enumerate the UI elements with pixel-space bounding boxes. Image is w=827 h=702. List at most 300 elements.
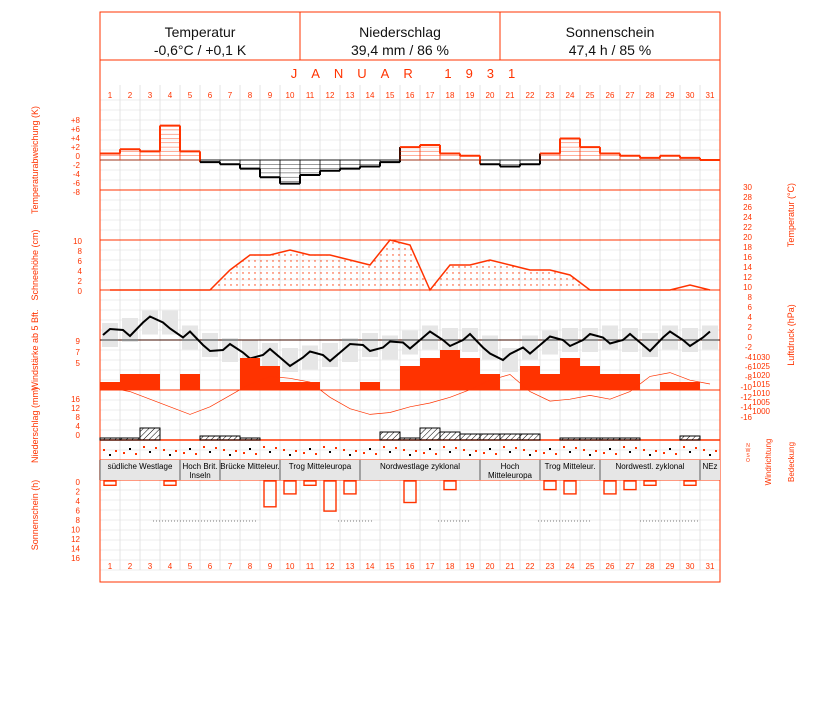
- temp-c-tick: 14: [743, 263, 752, 272]
- precip-bar: [600, 438, 620, 440]
- header-temperature-value: -0,6°C / +0,1 K: [153, 42, 247, 58]
- month-title: JANUAR 1931: [290, 66, 530, 81]
- sun-axis-label: Sonnenschein (h): [30, 479, 40, 551]
- day-label-top: 17: [425, 91, 435, 100]
- wind-direction-dot: [295, 450, 297, 452]
- temp-c-tick: 30: [743, 183, 752, 192]
- precip-bar: [100, 438, 120, 440]
- sun-tick: 4: [75, 497, 80, 506]
- sun-tick: 8: [75, 516, 80, 525]
- wind-direction-dot: [589, 454, 591, 456]
- wind-bar: [480, 374, 500, 390]
- wind-bar: [400, 366, 420, 390]
- wind-direction-dot: [129, 448, 131, 450]
- sun-tick: 0: [75, 478, 80, 487]
- temp-c-tick: -16: [740, 413, 752, 422]
- wind-direction-dot: [189, 448, 191, 450]
- wind-direction-dot: [183, 452, 185, 454]
- day-label-bottom: 4: [167, 562, 173, 571]
- temp-c-tick: 0: [747, 333, 752, 342]
- precip-bar: [520, 434, 540, 440]
- wind-bar: [620, 374, 640, 390]
- day-label-top: 8: [247, 91, 253, 100]
- day-label-bottom: 21: [505, 562, 515, 571]
- day-label-top: 23: [545, 91, 555, 100]
- wind-direction-dot: [703, 449, 705, 451]
- pressure-tick: 1020: [752, 371, 770, 380]
- sunshine-bar: [544, 481, 556, 490]
- wind-direction-dot: [515, 447, 517, 449]
- wind-direction-dot: [663, 452, 665, 454]
- sunshine-bar: [324, 481, 336, 511]
- sun-tick: 2: [75, 487, 80, 497]
- precip-bar: [420, 428, 440, 440]
- temp-c-tick: 18: [743, 243, 752, 252]
- wind-direction-dot: [629, 451, 631, 453]
- day-label-bottom: 3: [147, 562, 153, 571]
- day-label-bottom: 20: [485, 562, 495, 571]
- temp-c-tick: 24: [743, 213, 752, 222]
- day-label-top: 28: [645, 91, 655, 100]
- precip-tick: 16: [71, 395, 80, 404]
- wind-direction-dot: [563, 446, 565, 448]
- temp-dev-tick: +2: [70, 143, 80, 152]
- wind-direction-dot: [289, 454, 291, 456]
- temp-c-tick: -2: [744, 343, 752, 352]
- precip-bar: [200, 436, 220, 440]
- wind-direction-dot: [315, 453, 317, 455]
- wind-direction-dot: [489, 448, 491, 450]
- sunshine-bar: [444, 481, 456, 490]
- day-label-top: 26: [605, 91, 615, 100]
- temp-dev-tick: -4: [72, 170, 80, 179]
- cloud-axis-label: Bedeckung: [787, 441, 796, 483]
- day-label-bottom: 16: [405, 562, 415, 571]
- day-label-top: 6: [207, 91, 213, 100]
- day-label-bottom: 23: [545, 562, 555, 571]
- temp-dev-tick: -6: [72, 179, 80, 188]
- day-label-bottom: 1: [107, 562, 113, 571]
- wind-direction-dot: [503, 446, 505, 448]
- precip-tick: 0: [75, 431, 80, 440]
- day-label-bottom: 8: [247, 562, 253, 571]
- temp-c-tick: 26: [743, 203, 752, 212]
- pressure-tick: 1025: [752, 362, 770, 371]
- wind-direction-dot: [249, 448, 251, 450]
- wind-direction-dot: [383, 446, 385, 448]
- wind-direction-dot: [109, 454, 111, 456]
- wind-direction-dot: [269, 451, 271, 453]
- day-label-top: 11: [305, 91, 315, 100]
- wind-direction-dot: [143, 446, 145, 448]
- wind-direction-dot: [609, 448, 611, 450]
- weather-type-label: Trog Mitteleur.: [544, 462, 596, 471]
- day-label-bottom: 22: [525, 562, 535, 571]
- sunshine-bar: [344, 481, 356, 494]
- precip-bar: [680, 436, 700, 440]
- wind-bar: [280, 382, 300, 390]
- wind-direction-dot: [209, 451, 211, 453]
- weather-type-label: Hoch Mitteleuropa: [487, 462, 533, 480]
- day-label-top: 4: [167, 91, 173, 100]
- weather-type-label: Hoch Brit. Inseln: [182, 462, 218, 480]
- wind-direction-dot: [443, 446, 445, 448]
- day-label-bottom: 2: [127, 562, 133, 571]
- sun-tick: 10: [71, 525, 80, 535]
- weather-type-label: Nordwestlage zyklonal: [379, 462, 461, 471]
- weather-type-label: NEz: [702, 462, 718, 471]
- day-label-bottom: 19: [465, 562, 475, 571]
- day-label-bottom: 25: [585, 562, 595, 571]
- pressure-tick: 1000: [752, 407, 770, 416]
- wind-direction-dot: [123, 452, 125, 454]
- wind-direction-dot: [655, 450, 657, 452]
- temp-c-tick: 4: [747, 313, 752, 322]
- day-label-top: 25: [585, 91, 595, 100]
- temp-dev-tick: -2: [72, 161, 80, 170]
- wind-direction-dot: [649, 454, 651, 456]
- wind-direction-dot: [615, 453, 617, 455]
- day-label-top: 14: [365, 91, 375, 100]
- sunshine-bar: [264, 481, 276, 507]
- temp-c-tick: -4: [744, 353, 752, 362]
- sun-tick: 12: [71, 535, 80, 544]
- pressure-tick: 1030: [752, 353, 770, 362]
- day-label-bottom: 9: [267, 562, 273, 571]
- day-label-bottom: 15: [385, 562, 395, 571]
- wind-direction-dot: [715, 450, 717, 452]
- precip-tick: 8: [75, 413, 80, 422]
- wind-direction-dot: [635, 447, 637, 449]
- day-label-top: 3: [147, 91, 153, 100]
- temp-dev-tick: 0: [75, 152, 80, 161]
- wind-dir-tick: O: [746, 458, 750, 464]
- wind-tick: 5: [75, 359, 80, 368]
- header-precipitation-value: 39,4 mm / 86 %: [350, 42, 450, 58]
- wind-direction-dot: [475, 450, 477, 452]
- temp-c-axis-label: Temperatur (°C): [786, 182, 796, 248]
- wind-bar: [420, 358, 440, 390]
- wind-direction-dot: [149, 451, 151, 453]
- header-precipitation: [300, 12, 500, 60]
- day-label-top: 30: [685, 91, 695, 100]
- precip-axis-label: Niederschlag (mm): [30, 386, 40, 464]
- wind-direction-dot: [569, 451, 571, 453]
- sun-tick: 14: [71, 544, 80, 554]
- wind-direction-dot: [429, 448, 431, 450]
- day-label-top: 21: [505, 91, 515, 100]
- wind-dir-tick: W: [745, 448, 751, 454]
- wind-direction-dot: [155, 447, 157, 449]
- day-label-top: 29: [665, 91, 675, 100]
- snow-tick: 0: [77, 287, 82, 296]
- temp-dev-bar: [320, 160, 340, 171]
- precip-bar: [460, 434, 480, 440]
- temp-dev-tick: -8: [72, 188, 80, 197]
- wind-direction-dot: [323, 446, 325, 448]
- day-label-top: 9: [267, 91, 273, 100]
- wind-dir-axis-label: Windrichtung: [764, 438, 773, 486]
- wind-bar: [460, 358, 480, 390]
- day-label-bottom: 14: [365, 562, 375, 571]
- snow-tick: 4: [77, 267, 82, 276]
- wind-direction-dot: [455, 447, 457, 449]
- wind-direction-dot: [463, 449, 465, 451]
- day-label-top: 5: [187, 91, 193, 100]
- wind-direction-dot: [103, 449, 105, 451]
- wind-direction-dot: [363, 452, 365, 454]
- temp-c-tick: 28: [743, 193, 752, 202]
- pressure-tick: 1010: [752, 389, 770, 398]
- day-label-bottom: 27: [625, 562, 635, 571]
- precip-bar: [500, 434, 520, 440]
- wind-direction-dot: [169, 454, 171, 456]
- temp-c-tick: -6: [744, 363, 752, 372]
- weather-type-label: Trog Mitteleuropa: [288, 462, 352, 471]
- wind-bar: [300, 382, 320, 390]
- wind-direction-dot: [283, 449, 285, 451]
- temp-dev-bar: [560, 139, 580, 161]
- wind-direction-dot: [415, 450, 417, 452]
- day-label-top: 18: [445, 91, 455, 100]
- snow-axis-label: Schneehöhe (cm): [30, 229, 40, 301]
- day-label-top: 22: [525, 91, 535, 100]
- snow-tick: 6: [77, 257, 82, 266]
- day-label-bottom: 6: [207, 562, 213, 571]
- wind-bar: [660, 382, 680, 390]
- day-label-bottom: 17: [425, 562, 435, 571]
- wind-tick: 9: [75, 337, 80, 346]
- day-label-top: 20: [485, 91, 495, 100]
- wind-direction-dot: [375, 453, 377, 455]
- wind-direction-dot: [435, 453, 437, 455]
- wind-direction-dot: [175, 450, 177, 452]
- day-label-top: 19: [465, 91, 475, 100]
- pressure-tick: 1005: [752, 398, 770, 407]
- precip-bar: [580, 438, 600, 440]
- wind-bar: [520, 366, 540, 390]
- wind-direction-dot: [549, 448, 551, 450]
- precip-bar: [440, 432, 460, 440]
- precip-bar: [620, 438, 640, 440]
- precip-bar: [560, 438, 580, 440]
- wind-direction-dot: [303, 452, 305, 454]
- wind-bar: [240, 358, 260, 390]
- temp-dev-tick: +8: [70, 116, 80, 125]
- snow-tick: 8: [77, 247, 82, 256]
- wind-bar: [180, 374, 200, 390]
- day-label-bottom: 26: [605, 562, 615, 571]
- day-label-top: 16: [405, 91, 415, 100]
- temp-c-tick: 12: [743, 273, 752, 282]
- wind-bar: [600, 374, 620, 390]
- wind-bar: [120, 374, 140, 390]
- wind-bar: [560, 358, 580, 390]
- wind-direction-dot: [263, 446, 265, 448]
- wind-direction-dot: [203, 446, 205, 448]
- wind-direction-dot: [195, 453, 197, 455]
- precip-bar: [240, 438, 260, 440]
- wind-bar: [440, 350, 460, 390]
- day-label-top: 2: [127, 91, 133, 100]
- wind-tick: 7: [75, 348, 80, 357]
- temp-dev-bar: [120, 149, 140, 160]
- temp-c-tick: 6: [747, 303, 752, 312]
- pressure-tick: 1015: [752, 380, 770, 389]
- wind-direction-dot: [483, 452, 485, 454]
- header-sunshine-value: 47,4 h / 85 %: [568, 42, 652, 58]
- temp-dev-bar: [400, 147, 420, 160]
- wind-direction-dot: [343, 449, 345, 451]
- precip-bar: [140, 428, 160, 440]
- header-sunshine-title: Sonnenschein: [565, 24, 655, 40]
- day-label-top: 1: [107, 91, 113, 100]
- day-label-top: 15: [385, 91, 395, 100]
- wind-direction-dot: [215, 447, 217, 449]
- day-label-bottom: 7: [227, 562, 233, 571]
- wind-direction-dot: [575, 447, 577, 449]
- day-label-bottom: 13: [345, 562, 355, 571]
- wind-direction-dot: [555, 453, 557, 455]
- day-label-top: 13: [345, 91, 355, 100]
- temp-c-tick: 22: [743, 223, 752, 232]
- wind-direction-dot: [469, 454, 471, 456]
- header-temperature: [100, 12, 300, 60]
- wind-bar: [140, 374, 160, 390]
- wind-direction-dot: [309, 448, 311, 450]
- weather-type-label: südliche Westlage: [107, 462, 173, 471]
- wind-direction-dot: [423, 452, 425, 454]
- wind-direction-dot: [255, 453, 257, 455]
- snow-tick: 10: [73, 237, 82, 246]
- snow-tick: 2: [77, 277, 82, 286]
- day-label-bottom: 11: [305, 562, 315, 571]
- wind-direction-dot: [135, 453, 137, 455]
- temp-c-tick: -14: [740, 403, 752, 412]
- wind-axis-label: Windstärke ab 5 Bft.: [30, 309, 40, 391]
- temp-dev-bar: [580, 147, 600, 160]
- wind-dir-tick: N: [746, 443, 750, 449]
- precip-bar: [220, 436, 240, 440]
- wind-direction-dot: [509, 451, 511, 453]
- wind-direction-dot: [529, 454, 531, 456]
- wind-direction-dot: [603, 452, 605, 454]
- day-label-top: 27: [625, 91, 635, 100]
- temp-dev-tick: +6: [70, 125, 80, 134]
- precip-bar: [380, 432, 400, 440]
- day-label-bottom: 24: [565, 562, 575, 571]
- wind-direction-dot: [275, 447, 277, 449]
- wind-bar: [540, 374, 560, 390]
- sunshine-bar: [604, 481, 616, 494]
- precip-bar: [400, 438, 420, 440]
- wind-direction-dot: [229, 454, 231, 456]
- wind-direction-dot: [543, 452, 545, 454]
- wind-direction-dot: [403, 449, 405, 451]
- wind-direction-dot: [643, 449, 645, 451]
- sunshine-bar: [564, 481, 576, 494]
- sunshine-bar: [624, 481, 636, 490]
- day-label-top: 7: [227, 91, 233, 100]
- precip-tick: 4: [75, 422, 80, 431]
- wind-direction-dot: [583, 449, 585, 451]
- wind-bar: [580, 366, 600, 390]
- weather-type-label: Nordwestl. zyklonal: [615, 462, 685, 471]
- temp-c-tick: -10: [740, 383, 752, 392]
- wind-direction-dot: [675, 453, 677, 455]
- day-label-bottom: 5: [187, 562, 193, 571]
- wind-direction-dot: [689, 451, 691, 453]
- wind-bar: [360, 382, 380, 390]
- wind-direction-dot: [355, 450, 357, 452]
- day-label-top: 31: [705, 91, 715, 100]
- wind-direction-dot: [369, 448, 371, 450]
- sun-tick: 16: [71, 554, 80, 563]
- day-label-bottom: 28: [645, 562, 655, 571]
- sunshine-bar: [404, 481, 416, 503]
- wind-direction-dot: [349, 454, 351, 456]
- temp-c-tick: 2: [747, 323, 752, 332]
- pressure-axis-label: Luftdruck (hPa): [786, 304, 796, 366]
- wind-direction-dot: [115, 450, 117, 452]
- sunshine-bar: [284, 481, 296, 494]
- header-temperature-title: Temperatur: [164, 24, 236, 40]
- wind-bar: [260, 366, 280, 390]
- precip-bar: [480, 434, 500, 440]
- temp-dev-axis-label: Temperaturabweichung (K): [30, 105, 40, 215]
- header-precipitation-title: Niederschlag: [359, 24, 441, 40]
- wind-direction-dot: [495, 453, 497, 455]
- wind-direction-dot: [329, 451, 331, 453]
- day-label-top: 10: [285, 91, 295, 100]
- temp-c-tick: -12: [740, 393, 752, 402]
- wind-direction-dot: [695, 447, 697, 449]
- wind-direction-dot: [335, 447, 337, 449]
- wind-direction-dot: [409, 454, 411, 456]
- day-label-bottom: 29: [665, 562, 675, 571]
- temp-c-tick: -8: [744, 373, 752, 382]
- wind-direction-dot: [235, 450, 237, 452]
- wind-direction-dot: [243, 452, 245, 454]
- wind-direction-dot: [163, 449, 165, 451]
- sun-tick: 6: [75, 506, 80, 516]
- wind-direction-dot: [223, 449, 225, 451]
- wind-direction-dot: [623, 446, 625, 448]
- temp-c-tick: 20: [743, 233, 752, 242]
- wind-direction-dot: [595, 450, 597, 452]
- day-label-bottom: 10: [285, 562, 295, 571]
- wind-direction-dot: [669, 448, 671, 450]
- wind-bar: [680, 382, 700, 390]
- wind-direction-dot: [395, 447, 397, 449]
- temp-dev-tick: +4: [70, 134, 80, 143]
- day-label-bottom: 31: [705, 562, 715, 571]
- temp-c-tick: 8: [747, 293, 752, 302]
- wind-direction-dot: [535, 450, 537, 452]
- day-label-top: 12: [325, 91, 335, 100]
- precip-tick: 12: [71, 404, 80, 413]
- wind-direction-dot: [709, 454, 711, 456]
- temp-c-tick: 16: [743, 253, 752, 262]
- temp-c-tick: 10: [743, 283, 752, 292]
- wind-dir-tick: S: [746, 453, 750, 459]
- weather-type-label: Brücke Mitteleur.: [220, 462, 280, 471]
- wind-direction-dot: [523, 449, 525, 451]
- wind-direction-dot: [449, 451, 451, 453]
- wind-direction-dot: [683, 446, 685, 448]
- day-label-top: 24: [565, 91, 575, 100]
- wind-direction-dot: [389, 451, 391, 453]
